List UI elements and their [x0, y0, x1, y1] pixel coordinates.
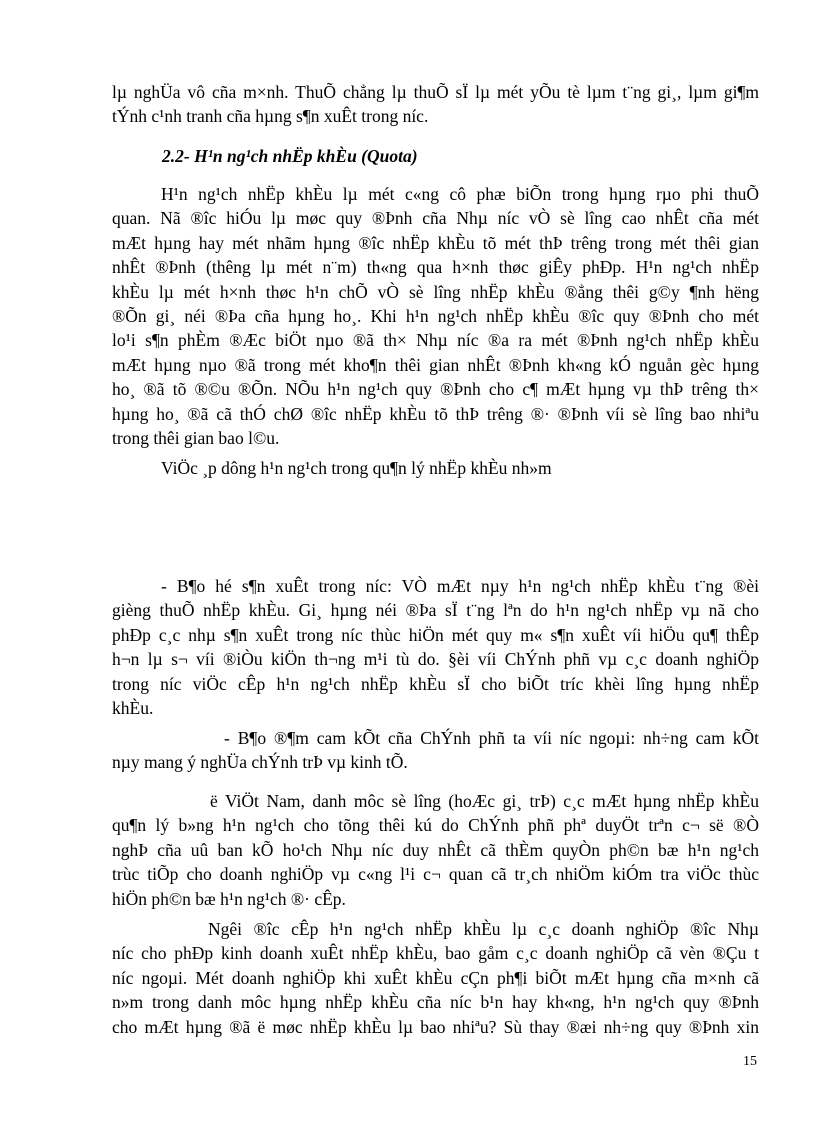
paragraph-quota-purpose — [112, 456, 759, 480]
text-line: gièng thuÕ nhËp khÈu. Gi¸ hµng néi ®Þa sÏ t¨ng lªn do h¹n ng¹ch nhËp vµ nã cho — [112, 600, 759, 621]
text-line: qu¶n lý b»ng h¹n ng¹ch cho tõng thêi kú do ChÝnh phñ phª duyÖt trªn c¬ së ®Ò — [112, 815, 759, 836]
text-line: lo¹i s¶n phÈm ®Æc biÖt nµo ®ã th× Nhµ níc ®a ra mét ®Þnh ng¹ch nhËp khÈu — [112, 330, 759, 351]
text-line: khÈu. — [112, 698, 154, 719]
text-line: trong thêi gian bao l©u. — [112, 428, 280, 449]
text-line: - B¶o hé s¶n xuÊt trong níc: VÒ mÆt nµy h¹n ng¹ch nhËp khÈu t¨ng ®èi — [161, 576, 759, 596]
text-line: quan. Nã ®îc hiÓu lµ møc quy ®Þnh cña Nhµ níc vÒ sè lîng cao nhÊt cña mét — [112, 208, 759, 229]
text-line: trùc tiÕp cho doanh nghiÖp vµ c«ng l¹i c¬ quan cã tr¸ch nhiÖm kiÓm tra viÖc thùc — [112, 864, 759, 885]
text-line: phÐp c¸c nhµ s¶n xuÊt trong níc thùc hiÖn mét quy m« s¶n xuÊt víi hiÖu qu¶ thÊp — [112, 624, 759, 645]
text-line: h¬n lµ s¬ víi ®iÒu kiÖn th¬ng m¹i tù do. §èi víi ChÝnh phñ vµ c¸c doanh nghiÖp — [112, 649, 759, 670]
text-line: mÆt hµng hay mét nhãm hµng ®îc nhËp khÈu tõ mét thÞ trêng trong mét thêi gian — [112, 232, 759, 253]
text-line: hiÖn ph©n bæ h¹n ng¹ch ®· cÊp. — [112, 888, 346, 909]
text-line: mÆt hµng nµo ®ã trong mét kho¶n thêi gian nhÊt ®Þnh kh«ng kÓ nguån gèc hµng — [112, 354, 759, 375]
paragraph-vietnam-quota — [112, 789, 759, 911]
text-line: - B¶o ®¶m cam kÕt cña ChÝnh phñ ta víi níc ngoµi: nh÷ng cam kÕt — [224, 728, 759, 748]
paragraph-domestic-protection — [112, 574, 759, 720]
text-line: hµng ho¸ ®ã cã thÓ chØ ®îc nhËp khÈu tõ thÞ trêng ®· ®Þnh víi sè lîng bao nhiªu — [112, 403, 759, 424]
text-line: nµy mang ý nghÜa chÝnh trÞ vµ kinh tÕ. — [112, 752, 408, 773]
paragraph-intro — [112, 80, 759, 129]
paragraph-quota-definition — [112, 182, 759, 450]
text-line: H¹n ng¹ch nhËp khÈu lµ mét c«ng cô phæ biÕn trong hµng rµo phi thuÕ — [161, 184, 759, 204]
text-line: tÝnh c¹nh tranh cña hµng s¶n xuÊt trong níc. — [112, 106, 429, 127]
section-heading: 2.2- H¹n ng¹ch nhËp khÈu (Quota) — [162, 146, 418, 166]
text-line: níc cho phÐp kinh doanh xuÊt nhËp khÈu, bao gåm c¸c doanh nghiÖp cã vèn ®Çu t — [112, 943, 759, 964]
text-line: ho¸ ®ã tõ ®©u ®Õn. NÕu h¹n ng¹ch quy ®Þnh cho c¶ mÆt hµng vµ thÞ trêng th× — [112, 379, 759, 400]
text-line: lµ nghÜa vô cña m×nh. ThuÕ chẳng lµ thuÕ sÏ lµ mét yÕu tè lµm t¨ng gi¸, lµm gi¶m — [112, 82, 759, 102]
text-line: khÈu lµ mét h×nh thøc h¹n chÕ vÒ sè lîng nhËp khÈu ®ẳng thêi g©y ¶nh hëng — [112, 281, 759, 302]
text-line: ViÖc ¸p dông h¹n ng¹ch trong qu¶n lý nhËp khÈu nh»m — [161, 458, 552, 478]
text-line: trong níc viÖc cÊp h¹n ng¹ch nhËp khÈu sÏ cho biÕt tríc khèi lîng hµng nhËp — [112, 673, 759, 694]
paragraph-quota-recipients — [112, 917, 759, 1039]
text-line: Ngêi ®îc cÊp h¹n ng¹ch nhËp khÈu lµ c¸c doanh nghiÖp ®îc Nhµ — [208, 919, 759, 939]
text-line: ë ViÖt Nam, danh môc sè lîng (hoÆc gi¸ trÞ) c¸c mÆt hµng nhËp khÈu — [210, 791, 759, 811]
text-line: níc ngoµi. Mét doanh nghiÖp khi xuÊt khÈu cÇn ph¶i biÕt mÆt hµng cña m×nh cã — [112, 967, 759, 988]
paragraph-government-commitment — [112, 726, 759, 775]
text-line: cho mÆt hµng ®ã ë møc nhËp khÈu lµ bao nhiªu? Sù thay ®æi nh÷ng quy ®Þnh xin — [112, 1016, 759, 1037]
text-line: nghÞ cña uû ban kÕ ho¹ch Nhµ níc duy nhÊt cã thÈm quyÒn ph©n bæ h¹n ng¹ch — [112, 839, 759, 860]
text-line: nhÊt ®Þnh (thêng lµ mét n¨m) th«ng qua h×nh thøc giÊy phÐp. H¹n ng¹ch nhËp — [112, 257, 759, 278]
text-line: n»m trong danh môc hµng nhËp khÈu cña níc b¹n hay kh«ng, h¹n ng¹ch quy ®Þnh — [112, 992, 759, 1013]
text-line: ®Õn gi¸ néi ®Þa cña hµng ho¸. Khi h¹n ng¹ch nhËp khÈu ®îc quy ®Þnh cho mét — [112, 306, 759, 327]
page-number: 15 — [743, 1054, 757, 1069]
